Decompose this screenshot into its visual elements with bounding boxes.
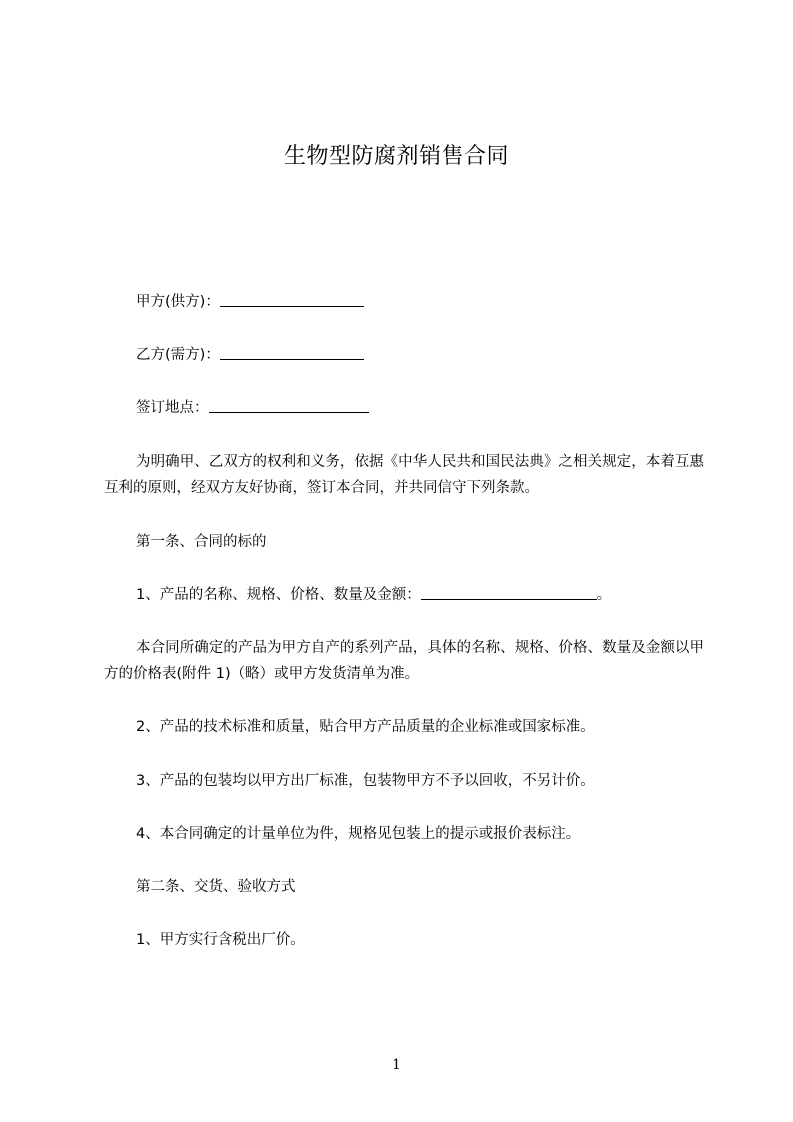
- item-1-1-detail-paragraph: 本合同所确定的产品为甲方自产的系列产品，具体的名称、规格、价格、数量及金额以甲方的价格表(附件 1)（略）或甲方发货清单为准。: [104, 640, 704, 682]
- item-1-4-line: 4、本合同确定的计量单位为件，规格见包装上的提示或报价表标注。: [136, 826, 581, 842]
- party-a-label: 甲方(供方)：: [136, 294, 220, 310]
- item-1-1-line: [136, 585, 611, 605]
- page-number: 1: [392, 1057, 401, 1073]
- item-2-1-line: 1、甲方实行含税出厂价。: [136, 932, 305, 948]
- party-b-line: [136, 345, 364, 365]
- item-1-2-line: 2、产品的技术标准和质量，贴合甲方产品质量的企业标准或国家标准。: [136, 719, 595, 735]
- party-a-line: [136, 292, 364, 312]
- article-1-heading: 第一条、合同的标的: [136, 534, 267, 550]
- document-title: 生物型防腐剂销售合同: [283, 144, 509, 169]
- item-1-1-blank: [421, 585, 597, 600]
- signing-place-line: [136, 398, 369, 418]
- signing-place-blank: [209, 398, 369, 413]
- party-a-blank: [220, 292, 364, 307]
- item-1-1-suffix: 。: [596, 587, 612, 603]
- item-1-3-line: 3、产品的包装均以甲方出厂标准，包装物甲方不予以回收，不另计价。: [136, 773, 595, 789]
- party-b-blank: [220, 345, 364, 360]
- item-1-1-text: 1、产品的名称、规格、价格、数量及金额：: [136, 587, 421, 603]
- party-b-label: 乙方(需方)：: [136, 347, 220, 363]
- article-2-heading: 第二条、交货、验收方式: [136, 879, 296, 895]
- intro-paragraph: 为明确甲、乙双方的权利和义务，依据《中华人民共和国民法典》之相关规定，本着互惠互利的原则，经双方友好协商，签订本合同，并共同信守下列条款。: [104, 454, 704, 496]
- signing-place-label: 签订地点：: [136, 400, 209, 416]
